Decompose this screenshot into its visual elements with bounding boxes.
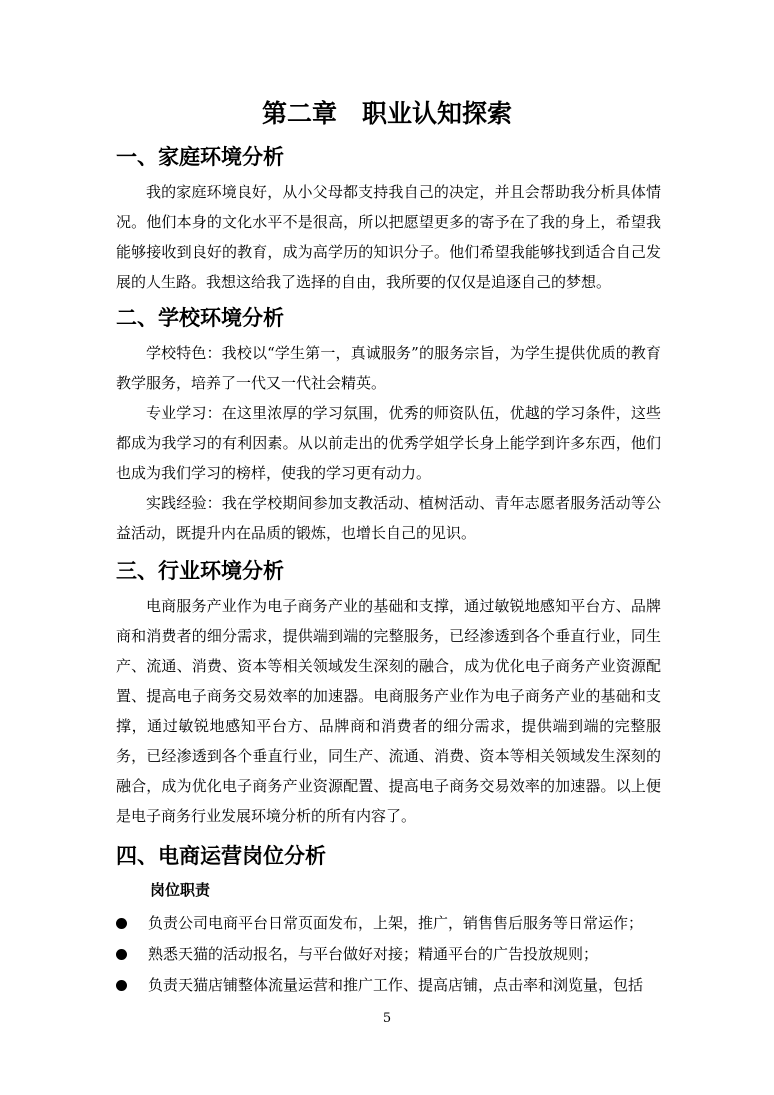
paragraph: 电商服务产业作为电子商务产业的基础和支撑，通过敏锐地感知平台方、品牌商和消费者的细分需求，提供端到端的完整服务，已经渗透到各个垂直行业，同生产、流通、消费、资本等相关领域发生深刻的融合，成为优化电子商务产业资源配置、提高电子商务交易效率的加速器。电商服务产业作为电子商务产业的基础和支撑，通过敏锐地感知平台方、品牌商和消费者的细分需求，提供端到端的完整服务，已经渗透到各个垂直行业，同生产、流通、消费、资本等相关领域发生深刻的融合，成为优化电子商务产业资源配置、提高电子商务交易效率的加速器。以上便是电子商务行业发展环境分析的所有内容了。: [116, 597, 661, 825]
section-school-environment: [116, 302, 661, 548]
section-heading: 四、电商运营岗位分析: [116, 844, 326, 868]
chapter-title: 第二章 职业认知探索: [261, 99, 512, 128]
list-item: [116, 908, 661, 939]
list-item-text: 负责天猫店铺整体流量运营和推广工作、提高店铺，点击率和浏览量，包括: [148, 976, 644, 994]
paragraph: 专业学习：在这里浓厚的学习氛围，优秀的师资队伍，优越的学习条件，这些都成为我学习的有利因素。从以前走出的优秀学姐学长身上能学到许多东西，他们也成为我们学习的榜样，使我的学习更有动力。: [116, 404, 661, 482]
paragraph: 学校特色：我校以“学生第一，真诚服务”的服务宗旨，为学生提供优质的教育教学服务，培养了一代又一代社会精英。: [116, 344, 661, 392]
section-ecommerce-operations: [116, 840, 661, 1001]
list-item-text: 负责公司电商平台日常页面发布，上架，推广，销售售后服务等日常运作；: [148, 914, 644, 932]
section-industry-environment: [116, 555, 661, 831]
paragraph: 我的家庭环境良好，从小父母都支持我自己的决定，并且会帮助我分析具体情况。他们本身的文化水平不是很高，所以把愿望更多的寄予在了我的身上，希望我能够接收到良好的教育，成为高学历的知识分子。他们希望我能够找到适合自己发展的人生路。我想这给我了选择的自由，我所要的仅仅是追逐自己的梦想。: [116, 183, 661, 291]
page-number: 5: [382, 1011, 392, 1026]
duties-list: [116, 908, 661, 1001]
bullet-icon: [116, 949, 127, 960]
bullet-icon: [116, 980, 127, 991]
sub-heading: 岗位职责: [150, 881, 211, 899]
list-item-text: 熟悉天猫的活动报名，与平台做好对接；精通平台的广告投放规则；: [148, 945, 599, 963]
list-item: [116, 939, 661, 970]
section-heading: 一、家庭环境分析: [116, 145, 284, 169]
bullet-icon: [116, 918, 127, 929]
paragraph: 实践经验：我在学校期间参加支教活动、植树活动、青年志愿者服务活动等公益活动，既提升内在品质的锻炼，也增长自己的见识。: [116, 494, 661, 542]
section-heading: 二、学校环境分析: [116, 306, 284, 330]
section-heading: 三、行业环境分析: [116, 559, 284, 583]
list-item: [116, 970, 661, 1001]
section-family-environment: [116, 141, 661, 297]
